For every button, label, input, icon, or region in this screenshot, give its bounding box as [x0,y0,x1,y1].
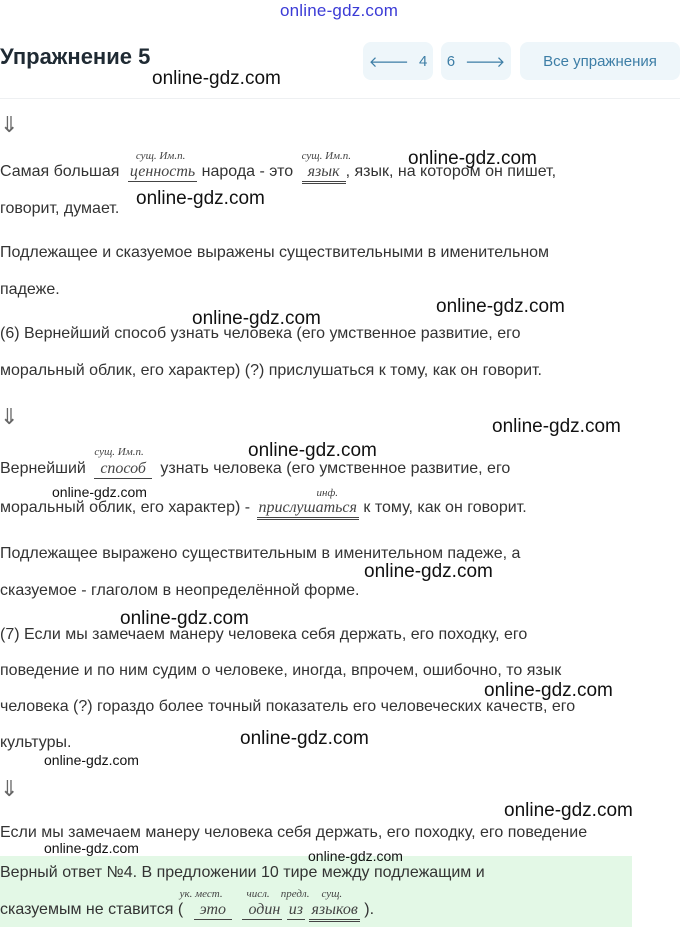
answer-word-iz: предл. из [280,888,310,918]
subject-word: сущ. Им.п. ценность [129,150,196,180]
watermark: online-gdz.com [364,561,493,582]
paragraph-2-line-1: Подлежащее выражено существительным в именительном падеже, а [0,545,521,562]
next-exercise-label: 6 [446,52,456,70]
sentence-6-line-1: (6) Вернейший способ узнать человека (его умственное развитие, его [0,325,521,342]
prev-exercise-button[interactable] [363,42,433,80]
watermark: online-gdz.com [408,148,537,169]
watermark: online-gdz.com [136,188,265,209]
sentence-7-line-2: поведение и по ним судим о человеке, иногда, впрочем, ошибочно, то язык [0,662,562,679]
sentence-7b-line-1: Если мы замечаем манеру человека себя держать, его походку, его поведение [0,824,588,841]
predicate-word: инф. прислушаться [257,499,359,520]
double-arrow-down-icon: ⇓ [0,776,19,801]
watermark: online-gdz.com [248,440,377,461]
prev-exercise-label: 4 [418,52,428,70]
sentence-1-line-2: говорит, думает. [0,200,120,217]
watermark: online-gdz.com [52,484,147,500]
watermark: online-gdz.com [240,728,369,749]
paragraph-1-line-1: Подлежащее и сказуемое выражены существительными в именительном [0,244,550,261]
sentence-7-line-4: культуры. [0,734,72,751]
answer-line-1: Верный ответ №4. В предложении 10 тире между подлежащим и [0,864,485,881]
answer-word-eto: ук. мест. это [194,901,232,920]
page-title: Упражнение 5 [0,44,151,69]
double-arrow-down-icon: ⇓ [0,404,19,429]
watermark: online-gdz.com [44,840,139,856]
next-exercise-button[interactable] [441,42,511,80]
all-exercises-label: Все упражнения [543,52,657,70]
header-divider [0,98,680,99]
watermark: online-gdz.com [492,416,621,437]
watermark: online-gdz.com [120,608,249,629]
watermark: online-gdz.com [484,680,613,701]
sentence-7-line-3: человека (?) гораздо более точный показатель его человеческих качеств, его [0,698,576,715]
double-arrow-down-icon: ⇓ [0,112,19,137]
sentence-6b-line-2: моральный облик, его характер) - инф. прислушаться к тому, как он говорит. [0,499,527,520]
paragraph-2-line-2: сказуемое - глаголом в неопределённой форме. [0,582,360,599]
answer-word-yazykov: сущ. языков [309,901,359,922]
watermark: online-gdz.com [44,752,139,768]
sentence-1-line-1: Самая большая сущ. Им.п. ценность народа - это сущ. Им.п. язык , язык, на котором он пишет, [0,163,556,184]
watermark: online-gdz.com [152,68,281,89]
site-logo[interactable]: online-gdz.com [280,1,399,20]
answer-word-odin: числ. один [242,901,282,920]
watermark: online-gdz.com [504,800,633,821]
arrow-right-icon: 🡒 [465,53,506,71]
sentence-7-line-1: (7) Если мы замечаем манеру человека себя держать, его походку, его [0,626,528,643]
watermark: online-gdz.com [308,848,403,864]
watermark: online-gdz.com [192,308,321,329]
sentence-6-line-2: моральный облик, его характер) (?) прислушаться к тому, как он говорит. [0,362,542,379]
watermark: online-gdz.com [436,296,565,317]
predicate-word: сущ. Им.п. язык [302,163,346,184]
arrow-left-icon: 🡐 [368,53,409,71]
paragraph-1-line-2: падеже. [0,281,60,298]
answer-line-2: сказуемым не ставится ( ук. мест. это числ. один предл. из сущ. языков ). [0,901,374,922]
all-exercises-button[interactable] [520,42,680,80]
subject-word: сущ. Им.п. способ [94,460,152,479]
sentence-6b-line-1: Вернейший сущ. Им.п. способ узнать человека (его умственное развитие, его [0,446,511,477]
